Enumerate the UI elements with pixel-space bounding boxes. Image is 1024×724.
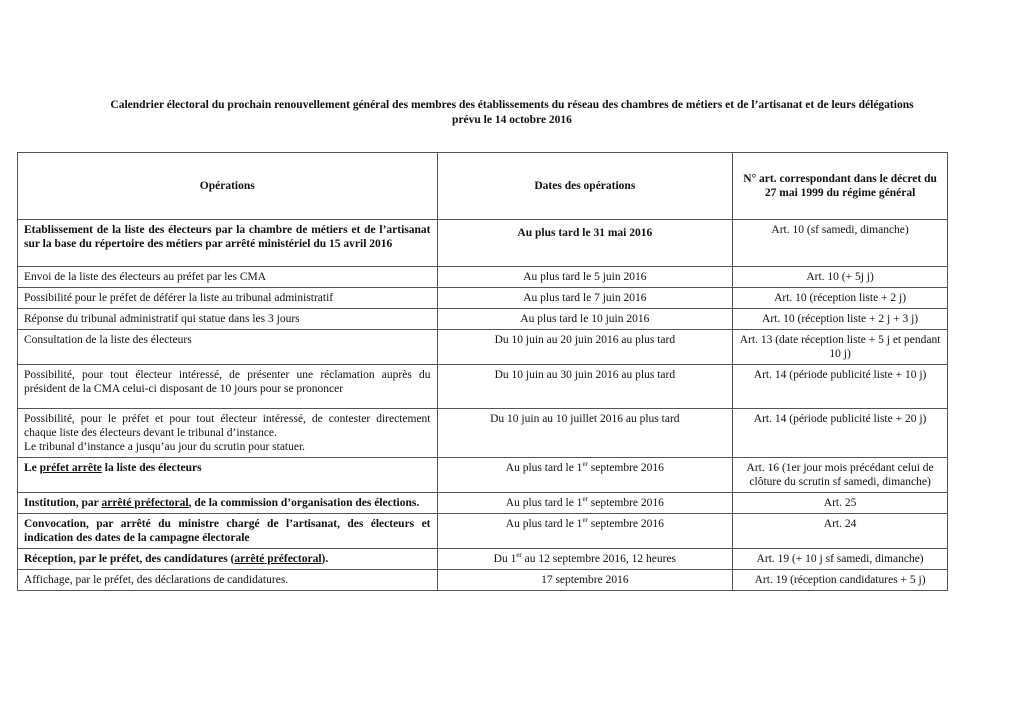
date-superscript: er [582, 516, 588, 525]
date-superscript: er [582, 495, 588, 504]
table-row [18, 493, 948, 514]
table-row [18, 458, 948, 493]
date-text-a: Au plus tard le 1 [505, 518, 583, 530]
date-text-a: Au plus tard le 1 [505, 462, 583, 474]
table-row [18, 409, 948, 458]
operation-cell [18, 458, 438, 493]
table-header-row [18, 153, 948, 220]
operation-text-a: Le [24, 462, 40, 474]
operation-text-underlined: arrêté préfectoral [234, 553, 322, 565]
table-row [18, 549, 948, 570]
title-line-1: Calendrier électoral du prochain renouvellement général des membres des établissements du réseau des chambres de métiers et de l’artisanat et de leurs délégations [110, 99, 914, 111]
date-cell: Du 10 juin au 20 juin 2016 au plus tard [437, 330, 733, 365]
electoral-calendar-table [17, 152, 948, 591]
article-cell: Art. 10 (réception liste + 2 j + 3 j) [733, 309, 948, 330]
operation-cell: Etablissement de la liste des électeurs par la chambre de métiers et de l’artisanat sur la base du répertoire des métiers par arrêté ministériel du 15 avril 2016 [18, 220, 438, 267]
header-article: N° art. correspondant dans le décret du 27 mai 1999 du régime général [733, 153, 948, 220]
date-text-a: Du 1 [493, 553, 517, 565]
operation-cell [18, 493, 438, 514]
operation-text-a: Réception, par le préfet, des candidatures ( [24, 553, 235, 565]
date-text-a: Au plus tard le 1 [505, 497, 583, 509]
operation-cell: Réponse du tribunal administratif qui statue dans les 3 jours [18, 309, 438, 330]
table-row [18, 570, 948, 591]
operation-cell: Affichage, par le préfet, des déclarations de candidatures. [18, 570, 438, 591]
operation-text: Possibilité, pour le préfet et pour tout électeur intéressé, de contester directement chaque liste des électeurs devant le tribunal d’instance. [24, 413, 431, 439]
date-cell: Du 10 juin au 10 juillet 2016 au plus tard [437, 409, 733, 458]
operation-cell [18, 549, 438, 570]
date-text-b: septembre 2016 [587, 497, 664, 509]
article-cell: Art. 19 (réception candidatures + 5 j) [733, 570, 948, 591]
operation-cell: Convocation, par arrêté du ministre chargé de l’artisanat, des électeurs et indication des dates de la campagne électorale [18, 514, 438, 549]
operation-cell [18, 409, 438, 458]
date-cell: 17 septembre 2016 [437, 570, 733, 591]
operation-cell: Possibilité, pour tout électeur intéressé, de présenter une réclamation auprès du président de la CMA celui-ci disposant de 10 jours pour se prononcer [18, 365, 438, 409]
table-row [18, 220, 948, 267]
date-cell: Au plus tard le 7 juin 2016 [437, 288, 733, 309]
article-cell: Art. 25 [733, 493, 948, 514]
date-cell: Au plus tard le 10 juin 2016 [437, 309, 733, 330]
table-row [18, 267, 948, 288]
article-cell: Art. 13 (date réception liste + 5 j et pendant 10 j) [733, 330, 948, 365]
date-superscript: er [582, 460, 588, 469]
article-cell: Art. 10 (+ 5j j) [733, 267, 948, 288]
header-operations: Opérations [18, 153, 438, 220]
article-cell: Art. 14 (période publicité liste + 20 j) [733, 409, 948, 458]
operation-cell: Envoi de la liste des électeurs au préfet par les CMA [18, 267, 438, 288]
operation-text-c: ). [321, 553, 329, 565]
date-text-b: septembre 2016 [587, 462, 664, 474]
operation-cell: Consultation de la liste des électeurs [18, 330, 438, 365]
date-text-b: au 12 septembre 2016, 12 heures [521, 553, 677, 565]
date-cell [437, 458, 733, 493]
date-cell: Du 10 juin au 30 juin 2016 au plus tard [437, 365, 733, 409]
date-cell [437, 220, 733, 267]
table-row [18, 365, 948, 409]
operation-text-underlined: arrêté préfectoral [101, 497, 189, 509]
operation-note: Le tribunal d’instance a jusqu’au jour du scrutin pour statuer. [24, 441, 306, 453]
date-cell [437, 549, 733, 570]
operation-text-underlined: préfet arrête [39, 462, 102, 474]
date-text: Au plus tard le 31 mai 2016 [517, 227, 653, 239]
article-cell: Art. 10 (réception liste + 2 j) [733, 288, 948, 309]
date-superscript: er [516, 551, 522, 560]
date-cell: Au plus tard le 5 juin 2016 [437, 267, 733, 288]
date-text-b: septembre 2016 [587, 518, 664, 530]
operation-text-c: la liste des électeurs [101, 462, 202, 474]
date-cell [437, 514, 733, 549]
table-row [18, 514, 948, 549]
title-line-2: prévu le 14 octobre 2016 [452, 114, 572, 126]
table-row [18, 330, 948, 365]
header-dates: Dates des opérations [437, 153, 733, 220]
table-row [18, 309, 948, 330]
document-title [0, 98, 1024, 128]
operation-text-c: , de la commission d’organisation des élections. [188, 497, 420, 509]
article-cell: Art. 14 (période publicité liste + 10 j) [733, 365, 948, 409]
date-cell [437, 493, 733, 514]
operation-cell: Possibilité pour le préfet de déférer la liste au tribunal administratif [18, 288, 438, 309]
article-cell: Art. 19 (+ 10 j sf samedi, dimanche) [733, 549, 948, 570]
article-cell: Art. 24 [733, 514, 948, 549]
operation-text-a: Institution, par [24, 497, 102, 509]
table-row [18, 288, 948, 309]
article-cell: Art. 16 (1er jour mois précédant celui de clôture du scrutin sf samedi, dimanche) [733, 458, 948, 493]
article-cell: Art. 10 (sf samedi, dimanche) [733, 220, 948, 267]
